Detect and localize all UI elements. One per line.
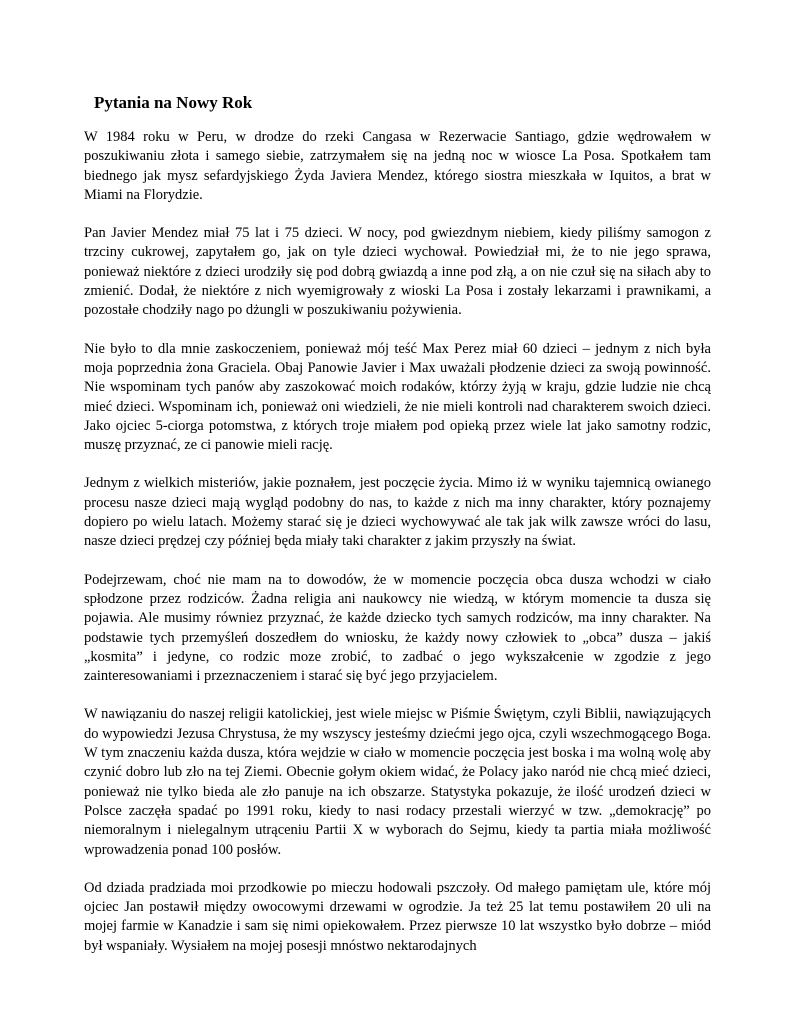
paragraph-5: Podejrzewam, choć nie mam na to dowodów, że w momencie poczęcia obca dusza wchodzi w ciało spłodzone przez rodziców. Żadna religia ani naukowcy nie wiedzą, w którym momencie ta dusza się pojawia. Ale musimy równiez przyznać, że każde dziecko tych samych rodziców, ma inny charakter. Na podstawie tych przemyśleń doszedłem do wniosku, że każdy nowy człowiek to „obca” dusza – jakiś „kosmita” i jedyne, co rodzic moze zrobić, to zadbać o jego wykszałcenie w zgodzie z jego zainteresowaniami i przeznaczeniem i starać się być jego przyjacielem.: [84, 571, 711, 685]
paragraph-2: Pan Javier Mendez miał 75 lat i 75 dzieci. W nocy, pod gwiezdnym niebiem, kiedy piliśmy samogon z trzciny cukrowej, zapytałem go, jak on tyle dzieci wychował. Powiedział mi, że to nie jego sprawa, ponieważ niektóre z dzieci urodziły się pod dobrą gwiazdą a inne pod złą, a on nie czuł się na siłach aby to zmienić. Dodał, że niektóre z nich wyemigrowały z wioski La Posa i zostały lekarzami i prawnikami, a pozostałe chodziły nago po dżungli w poszukiwaniu pożywienia.: [84, 225, 711, 319]
paragraph-6: W nawiązaniu do naszej religii katolickiej, jest wiele miejsc w Piśmie Świętym, czyli Biblii, nawiązujących do wypowiedzi Jezusa Chrystusa, że my wszyscy jesteśmy dziećmi jego ojca, czyli wszechmogącego Boga. W tym znaczeniu każda dusza, która wejdzie w ciało w momencie poczęcia jest boska i ma wolną wolę aby czynić dobro lub zło na tej Ziemi. Obecnie gołym okiem widać, że Polacy jako naród nie chcą mieć dzieci, ponieważ nie tylko bieda ale zło panuje na ich obszarze. Statystyka pokazuje, że ilość urodzeń dzieci w Polsce zaczęła spadać po 1991 roku, kiedy to nasi rodacy przestali wierzyć w tzw. „demokrację” po niemoralnym i nielegalnym utrąceniu Partii X w wyborach do Sejmu, kiedy ta partia miała możliwość wprowadzenia ponad 100 posłów.: [84, 706, 711, 858]
document-title: Pytania na Nowy Rok: [94, 93, 253, 112]
paragraph-3: Nie było to dla mnie zaskoczeniem, ponieważ mój teść Max Perez miał 60 dzieci – jednym z nich była moja poprzednia żona Graciela. Obaj Panowie Javier i Max uważali płodzenie dzieci za swoją powinność. Nie wspominam tych panów aby zaszokować moich rodaków, którzy żyją w kraju, gdzie ludzie nie chcą mieć dzieci. Wspominam ich, ponieważ oni wiedzieli, że nie mieli kontroli nad charakterem swoich dzieci. Jako ojciec 5-ciorga potomstwa, z których troje miałem pod opieką przez wiele lat jako samotny rodzic, muszę przyznać, ze ci panowie mieli rację.: [84, 340, 711, 454]
paragraph-7: Od dziada pradziada moi przodkowie po mieczu hodowali pszczoły. Od małego pamiętam ule, które mój ojciec Jan postawił między owocowymi drzewami w ogrodzie. Ja też 25 lat temu postawiłem 20 uli na mojej farmie w Kanadzie i sam się nimi opiekowałem. Przez pierwsze 10 lat wszystko było dobrze – miód był wspaniały. Wysiałem na mojej posesji mnóstwo nektarodajnych: [84, 879, 711, 954]
document-page: [84, 92, 711, 956]
paragraph-1: W 1984 roku w Peru, w drodze do rzeki Cangasa w Rezerwacie Santiago, gdzie wędrowałem w poszukiwaniu złota i samego siebie, zatrzymałem się na jedną noc w wiosce La Posa. Spotkałem tam biednego jak mysz sefardyjskiego Żyda Javiera Mendez, którego siostra mieszkała w Iquitos, a brat w Miami na Florydzie.: [84, 129, 711, 203]
paragraph-4: Jednym z wielkich misteriów, jakie poznałem, jest poczęcie życia. Mimo iż w wyniku tajemnicą owianego procesu nasze dzieci mają wygląd podobny do nas, to każde z nich ma inny charakter, który poznajemy dopiero po wielu latach. Możemy starać się je dzieci wychowywać ale tak jak wilk zawsze wróci do lasu, nasze dzieci prędzej czy później będa miały taki charakter z jakim przyszły na świat.: [84, 475, 711, 550]
